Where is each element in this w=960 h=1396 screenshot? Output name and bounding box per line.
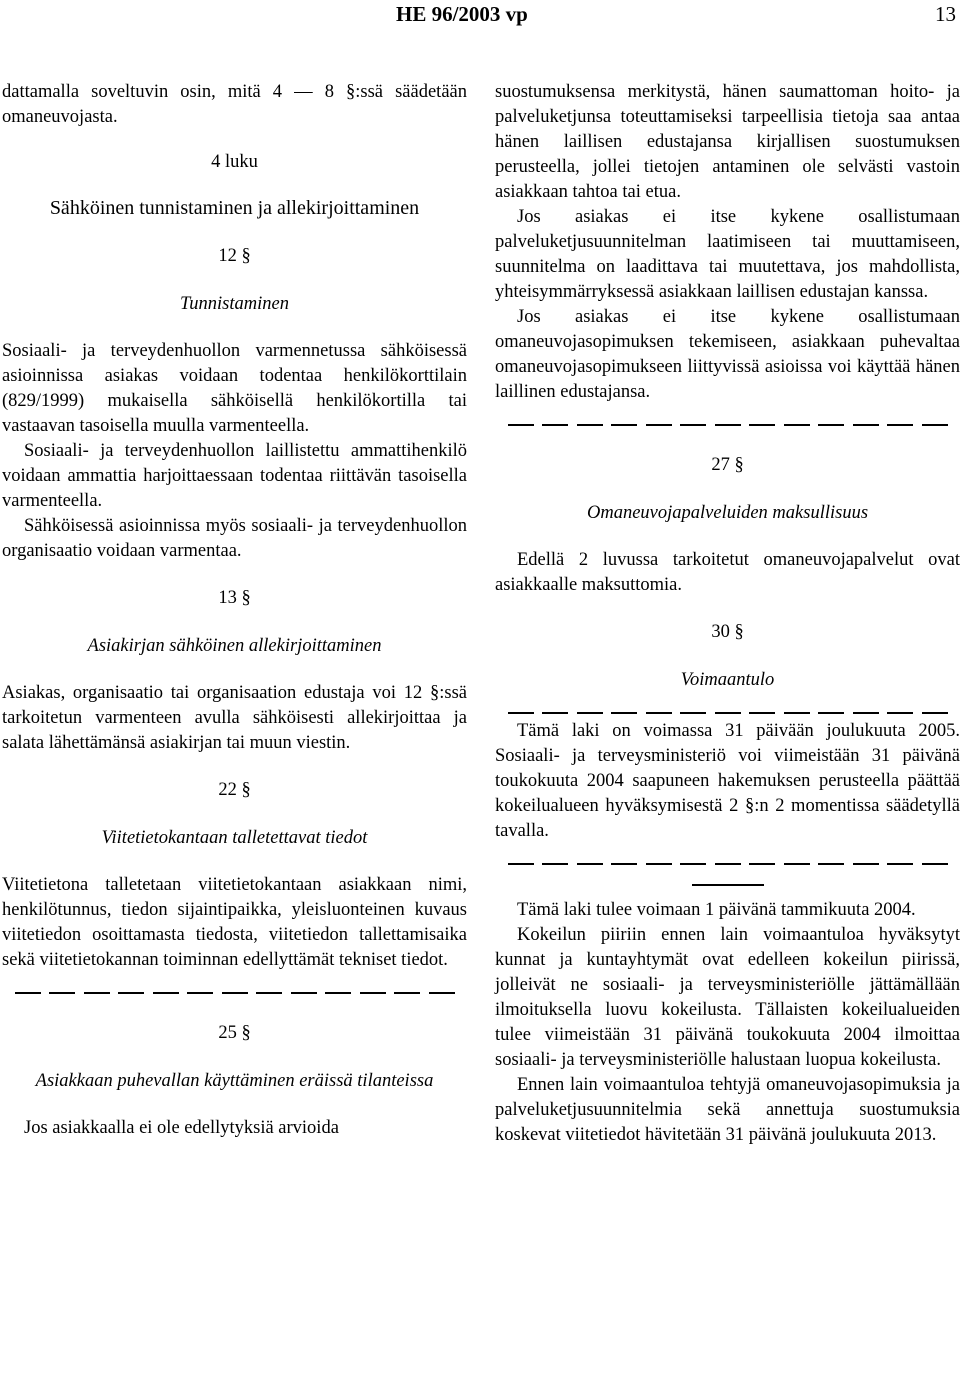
- section-25-title: Asiakkaan puhevallan käyttäminen eräissä tilanteissa: [35, 1071, 434, 1091]
- section-12-paragraph-2: Sosiaali- ja terveydenhuollon laillistettu ammattihenkilö voidaan ammattia harjoittaessaan todentaa riittävän tasoisella varmenteella.: [2, 441, 467, 511]
- section-22-paragraph-1: Viitetietona talletetaan viitetietokantaan asiakkaan nimi, henkilötunnus, tiedon sijaintipaikka, yleisluonteinen kuvaus viitetiedon osoittamasta tiedosta, viitetiedon tallettamisaika sekä viitetietokannan toiminnan edellyttämät tekniset tiedot.: [2, 875, 467, 970]
- left-column: [2, 80, 467, 1141]
- right-column: [495, 80, 960, 1148]
- page-number: 13: [935, 2, 956, 26]
- section-12-paragraph-3: Sähköisessä asioinnissa myös sosiaali- ja terveydenhuollon organisaatio voidaan varmentaa.: [2, 516, 467, 561]
- document-id: HE 96/2003 vp: [396, 2, 528, 26]
- section-30-paragraph-3: Kokeilun piiriin ennen lain voimaantuloa hyväksytyt kunnat ja kuntayhtymät ovat edelleen kokeilun piirissä, jolleivät ne sosiaali- ja terveysministeriölle jättämällään ilmoituksella luovu kokeilusta. Tällaisten kokeilualueiden tulee viimeistään 31 päivänä toukokuuta 2004 ilmoittaa sosiaali- ja terveysministeriölle halustaan luopua kokeilusta.: [495, 924, 960, 1070]
- section-25-paragraph-2: Jos asiakas ei itse kykene osallistumaan palveluketjusuunnitelman laatimiseen tai muuttamiseen, suunnitelma on laadittava tai muutettava, jos mahdollista, yhteisymmärryksessä asiakkaan laillisen edustajan kanssa.: [495, 207, 960, 302]
- omission-dashes: [508, 707, 948, 719]
- section-12-paragraph-1: Sosiaali- ja terveydenhuollon varmennetussa sähköisessä asioinnissa asiakas voidaan todentaa henkilökorttilain (829/1999) mukaisella sähköisellä henkilökortilla tai vastaavan tasoisella muulla varmenteella.: [2, 341, 467, 436]
- section-13-title: Asiakirjan sähköinen allekirjoittaminen: [87, 636, 382, 656]
- section-22-title: Viitetietokantaan talletettavat tiedot: [101, 828, 368, 848]
- section-30-title: Voimaantulo: [680, 670, 775, 690]
- section-13-paragraph-1: Asiakas, organisaatio tai organisaation edustaja voi 12 §:ssä tarkoitetun varmenteen avulla sähköisesti allekirjoittaa ja salata lähettämänsä asiakirjan tai muun viestin.: [2, 683, 467, 753]
- section-13-number: 13 §: [218, 588, 251, 608]
- intro-paragraph: dattamalla soveltuvin osin, mitä 4 — 8 §:ssä säädetään omaneuvojasta.: [2, 82, 467, 127]
- omission-dashes: [508, 419, 948, 431]
- omission-dashes: [15, 987, 455, 999]
- section-25-number: 25 §: [218, 1023, 251, 1043]
- section-27-number: 27 §: [711, 455, 744, 475]
- chapter-number: 4 luku: [211, 152, 258, 172]
- section-30-number: 30 §: [711, 622, 744, 642]
- section-25-continued: suostumuksensa merkitystä, hänen saumattoman hoito- ja palveluketjunsa toteuttamiseksi tarpeellisia tietoja saa antaa hänen laillisen edustajansa kirjallisen suostumuksen perusteella, jollei tietojen antaminen ole selvästi vastoin asiakkaan tahtoa tai etua.: [495, 82, 960, 202]
- section-25-paragraph-1: Jos asiakkaalla ei ole edellytyksiä arvioida: [24, 1118, 339, 1138]
- omission-dashes: [508, 858, 948, 870]
- section-27-title: Omaneuvojapalveluiden maksullisuus: [586, 503, 869, 523]
- section-25-paragraph-3: Jos asiakas ei itse kykene osallistumaan omaneuvojasopimuksen tekemiseen, asiakkaan puhevaltaa omaneuvojasopimukseen liittyvissä asioissa voi käyttää hänen laillinen edustajansa.: [495, 307, 960, 402]
- page-header: [0, 0, 960, 30]
- section-27-paragraph-1: Edellä 2 luvussa tarkoitetut omaneuvojapalvelut ovat asiakkaalle maksuttomia.: [495, 550, 960, 595]
- section-12-title: Tunnistaminen: [180, 294, 289, 314]
- section-22-number: 22 §: [218, 780, 251, 800]
- section-30-paragraph-4: Ennen lain voimaantuloa tehtyjä omaneuvojasopimuksia ja palveluketjusuunnitelmia sekä annettuja suostumuksia koskevat viitetiedot hävitetään 31 päivänä joulukuuta 2013.: [495, 1074, 960, 1145]
- section-30-paragraph-2: Tämä laki tulee voimaan 1 päivänä tammikuuta 2004.: [517, 899, 916, 920]
- section-30-paragraph-1: Tämä laki on voimassa 31 päivään joulukuuta 2005. Sosiaali- ja terveysministeriö voi viimeistään 31 päivänä toukokuuta 2004 saapuneen hakemuksen perusteella päättää kokeilualueen hyväksymisestä 2 §:n 2 momentissa säädetyllä tavalla.: [495, 721, 960, 841]
- chapter-title: Sähköinen tunnistaminen ja allekirjoittaminen: [49, 197, 420, 219]
- section-12-number: 12 §: [218, 246, 251, 266]
